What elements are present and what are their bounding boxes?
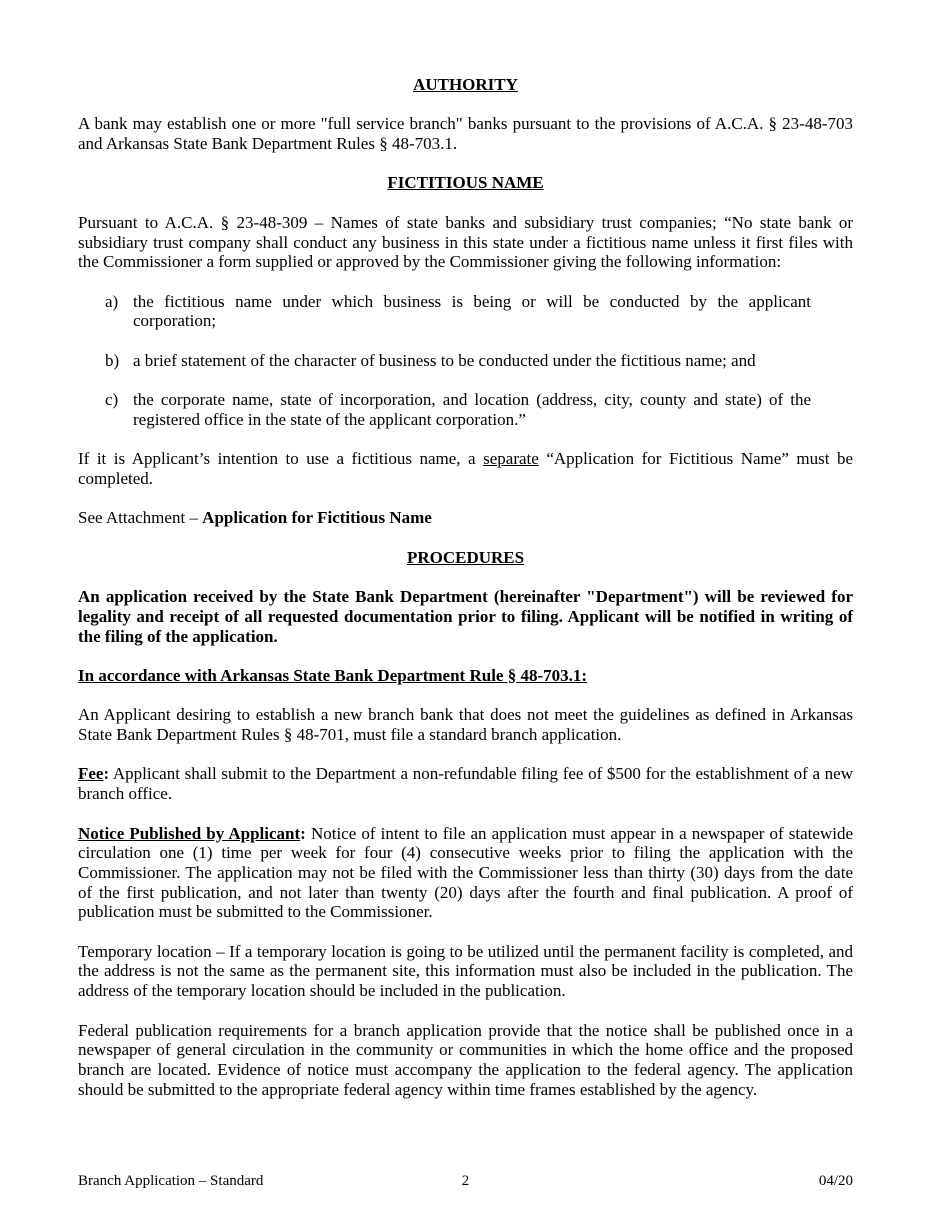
attachment-reference: See Attachment – Application for Fictitious Name: [78, 508, 432, 528]
list-item-text: the fictitious name under which business is being or will be conducted by the applicant corporation;: [133, 291, 811, 331]
fictitious-name-intro: Pursuant to A.C.A. § 23-48-309 – Names of state banks and subsidiary trust companies; “No state bank or subsidiary trust company shall conduct any business in this state under a fictitious name unless it first files with the Commissioner a form supplied or approved by the Commissioner giving the following information:: [78, 212, 853, 272]
temporary-location-paragraph: Temporary location – If a temporary location is going to be utilized until the permanent facility is completed, and the address is not the same as the permanent site, this information must also be included in the publication. The address of the temporary location should be included in the publication.: [78, 941, 853, 1001]
fee-label: Fee: [78, 764, 104, 784]
page-footer: [78, 1172, 853, 1190]
fictitious-name-heading: FICTITIOUS NAME: [387, 173, 544, 193]
notice-label: Notice Published by Applicant: [78, 823, 301, 843]
document-page: [78, 75, 853, 1119]
procedures-heading: PROCEDURES: [406, 547, 525, 567]
notice-paragraph: Notice Published by Applicant: Notice of intent to file an application must appear in a newspaper of statewide circulation one (1) time per week for four (4) consecutive weeks prior to filing the application with the Commissioner. The application may not be filed with the Commissioner less than thirty (30) days from the date of the first publication, and not later than twenty (20) days after the fourth and final publication. A proof of publication must be submitted to the Commissioner.: [78, 823, 853, 922]
standard-application-text: An Applicant desiring to establish a new branch bank that does not meet the guidelines as defined in Arkansas State Bank Department Rules § 48-701, must file a standard branch application.: [78, 705, 853, 745]
list-item: [78, 390, 853, 429]
separate-emphasis: separate: [483, 449, 539, 469]
federal-requirements-paragraph: Federal publication requirements for a branch application provide that the notice shall be published once in a newspaper of general circulation in the community or communities in which the home office and the proposed branch are located. Evidence of notice must accompany the application to the federal agency. The application should be submitted to the appropriate federal agency within time frames established by the agency.: [78, 1020, 853, 1099]
authority-heading: AUTHORITY: [413, 75, 518, 94]
list-item: [78, 351, 853, 371]
list-marker: a): [105, 291, 119, 311]
footer-page-number: 2: [461, 1173, 470, 1189]
list-item-text: a brief statement of the character of business to be conducted under the fictitious name; and: [133, 350, 756, 370]
list-item: [78, 292, 853, 331]
fictitious-name-intention: If it is Applicant’s intention to use a fictitious name, a separate “Application for Fictitious Name” must be completed.: [78, 449, 853, 488]
footer-revision-date: 04/20: [818, 1173, 853, 1189]
footer-document-title: Branch Application – Standard: [78, 1173, 264, 1189]
list-item-text: the corporate name, state of incorporation, and location (address, city, county and state) of the registered office in the state of the applicant corporation.”: [133, 390, 811, 429]
list-marker: b): [105, 350, 120, 370]
rule-heading: In accordance with Arkansas State Bank Department Rule § 48-703.1:: [78, 665, 588, 685]
procedures-notice: An application received by the State Bank Department (hereinafter "Department") will be reviewed for legality and receipt of all requested documentation prior to filing. Applicant will be notified in writing of the filing of the application.: [78, 587, 853, 646]
attachment-title: Application for Fictitious Name: [202, 508, 432, 528]
fee-paragraph: Fee: Applicant shall submit to the Department a non-refundable filing fee of $500 for the establishment of a new branch office.: [78, 764, 853, 804]
list-marker: c): [105, 390, 119, 410]
authority-text: A bank may establish one or more "full service branch" banks pursuant to the provisions of A.C.A. § 23-48-703 and Arkansas State Bank Department Rules § 48-703.1.: [78, 114, 853, 154]
